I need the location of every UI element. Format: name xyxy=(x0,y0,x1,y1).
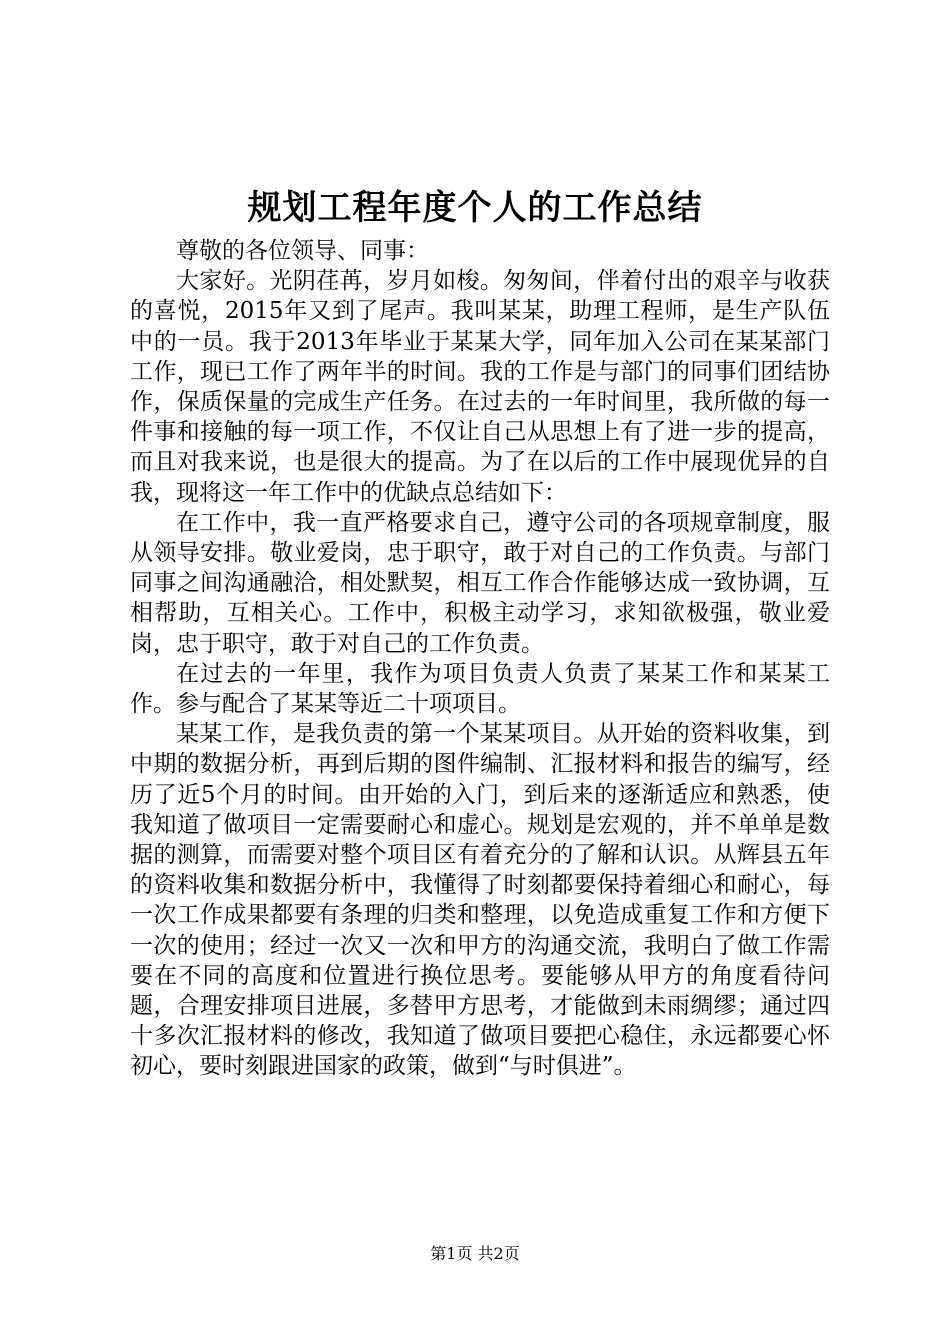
document-body xyxy=(130,236,830,1082)
page-footer: 第1页 共2页 xyxy=(430,1244,520,1263)
greeting-paragraph: 尊敬的各位领导、同事： xyxy=(176,238,429,264)
document-title: 规划工程年度个人的工作总结 xyxy=(247,188,703,228)
project-detail-paragraph: 某某工作，是我负责的第一个某某项目。从开始的资料收集，到中期的数据分析，再到后期的图件编制、汇报材料和报告的编写，经历了近5个月的时间。由开始的入门，到后来的逐渐适应和熟悉，使我知道了做项目一定需要耐心和虚心。规划是宏观的，并不单单是数据的测算，而需要对整个项目区有着充分的了解和认识。从辉县五年的资料收集和数据分析中，我懂得了时刻都要保持着细心和耐心，每一次工作成果都要有条理的归类和整理，以免造成重复工作和方便下一次的使用；经过一次又一次和甲方的沟通交流，我明白了做工作需要在不同的高度和位置进行换位思考。要能够从甲方的角度看待问题，合理安排项目进展，多替甲方思考，才能做到未雨绸缪；通过四十多次汇报材料的修改，我知道了做项目要把心稳住，永远都要心怀初心，要时刻跟进国家的政策，做到“与时俱进”。 xyxy=(130,721,830,1080)
projects-paragraph: 在过去的一年里，我作为项目负责人负责了某某工作和某某工作。参与配合了某某等近二十项项目。 xyxy=(130,660,830,718)
intro-paragraph: 大家好。光阴荏苒，岁月如梭。匆匆间，伴着付出的艰辛与收获的喜悦，2015年又到了尾声。我叫某某，助理工程师，是生产队伍中的一员。我于2013年毕业于某某大学，同年加入公司在某某部门工作，现已工作了两年半的时间。我的工作是与部门的同事们团结协作，保质保量的完成生产任务。在过去的一年时间里，我所做的每一件事和接触的每一项工作，不仅让自己从思想上有了进一步的提高，而且对我来说，也是很大的提高。为了在以后的工作中展现优异的自我，现将这一年工作中的优缺点总结如下： xyxy=(130,268,830,506)
attitude-paragraph: 在工作中，我一直严格要求自己，遵守公司的各项规章制度，服从领导安排。敬业爱岗，忠于职守，敢于对自己的工作负责。与部门同事之间沟通融洽，相处默契，相互工作合作能够达成一致协调，互相帮助，互相关心。工作中，积极主动学习，求知欲极强，敬业爱岗，忠于职守，敢于对自己的工作负责。 xyxy=(130,509,830,657)
